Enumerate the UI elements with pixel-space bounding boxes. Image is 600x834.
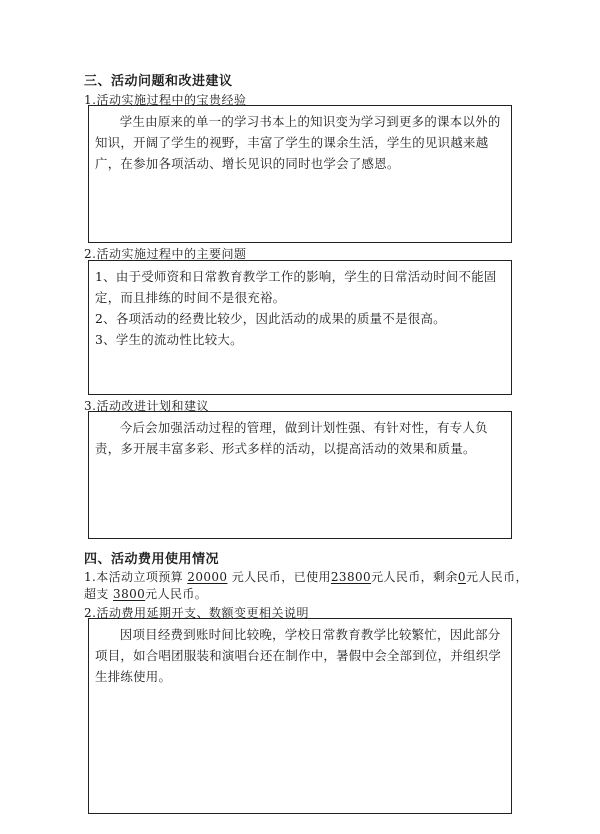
budget-unit-3: 元人民币，	[465, 570, 528, 584]
over-prefix: 超支	[84, 587, 109, 601]
section3-q2-box	[88, 260, 512, 395]
section4-q2-label: 2.活动费用延期开支、数额变更相关说明	[84, 606, 309, 620]
used-value: 23800	[330, 570, 372, 584]
section4-title: 四、活动费用使用情况	[84, 552, 220, 567]
section4-q2-text: 因项目经费到账时间比较晚，学校日常教育教学比较繁忙，因此部分项目，如合唱团服装和演唱台还在制作中，暑假中会全部到位，并组织学生排练使用。	[95, 627, 502, 684]
budget-line-1	[84, 568, 528, 585]
section3-q3-box	[88, 411, 512, 539]
section3-q2-item-1: 1、由于受师资和日常教育教学工作的影响，学生的日常活动时间不能固定，而且排练的时间不是很充裕。	[95, 269, 497, 305]
section3-q3-text: 今后会加强活动过程的管理，做到计划性强、有针对性，有专人负责，多开展丰富多彩、形式多样的活动，以提高活动的效果和质量。	[95, 420, 488, 456]
budget-line-2	[84, 585, 207, 602]
section3-q2-label: 2.活动实施过程中的主要问题	[84, 247, 247, 261]
section3-title: 三、活动问题和改进建议	[84, 74, 233, 89]
section3-q2-item-2: 2、各项活动的经费比较少，因此活动的成果的质量不是很高。	[95, 311, 446, 326]
budget-value: 20000	[187, 570, 228, 584]
budget-unit-1: 元人民币，已使用	[231, 570, 331, 584]
budget-prefix: 1.本活动立项预算	[84, 570, 184, 584]
budget-unit-2: 元人民币，剩余	[371, 570, 458, 584]
section3-q1-box	[88, 105, 512, 243]
budget-unit-4: 元人民币。	[145, 587, 208, 601]
section3-q1-label: 1.活动实施过程中的宝贵经验	[84, 93, 247, 107]
over-value: 3800	[113, 587, 146, 601]
remaining-value: 0	[457, 570, 466, 584]
section3-q2-item-3: 3、学生的流动性比较大。	[95, 332, 243, 347]
section3-q1-text: 学生由原来的单一的学习书本上的知识变为学习到更多的课本以外的知识，开阔了学生的视野，丰富了学生的课余生活，学生的见识越来越广，在参加各项活动、增长见识的同时也学会了感恩。	[95, 114, 501, 171]
section4-q2-box	[88, 618, 512, 814]
section3-q3-label: 3.活动改进计划和建议	[84, 399, 209, 413]
